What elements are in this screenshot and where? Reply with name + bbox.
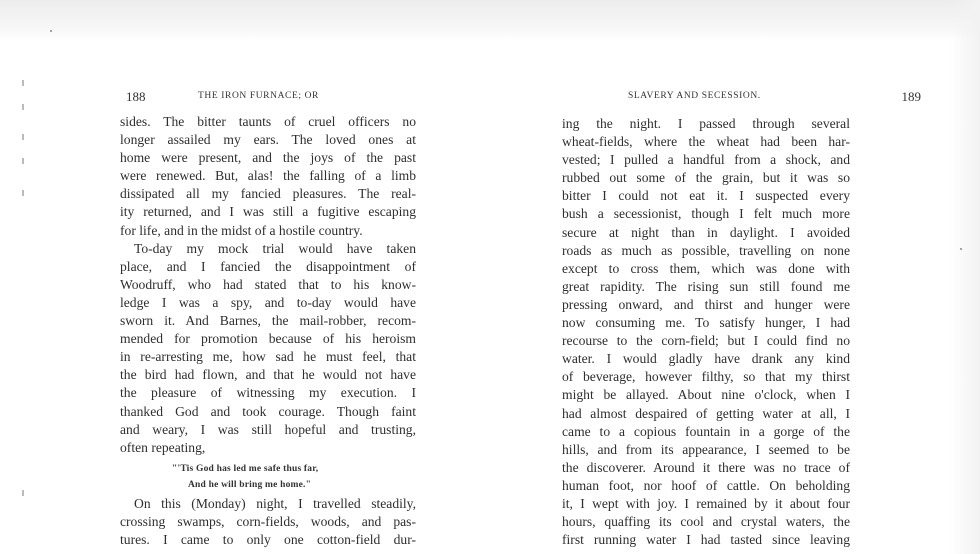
- page-number: 189: [901, 89, 921, 104]
- text-line: bush a secessionist, though I felt much more: [562, 206, 850, 222]
- running-title: SLAVERY AND SECESSION.: [628, 91, 761, 101]
- text-line: except to cross them, which was done with: [562, 260, 850, 276]
- text-line: sides. The bitter taunts of cruel officers no: [120, 114, 416, 129]
- running-title: THE IRON FURNACE; OR: [198, 91, 319, 101]
- text-line: hours, quaffing its cool and crystal waters, the: [562, 514, 850, 530]
- text-line: the pleasure of witnessing my execution. I: [120, 385, 416, 401]
- text-line: the bird had flown, and that he would not have: [120, 367, 416, 383]
- text-line: sworn it. And Barnes, the mail-robber, recom-: [120, 313, 416, 329]
- text-line: ledge I was a spy, and to-day would have: [120, 294, 416, 310]
- text-line: great rapidity. The rising sun still found me: [562, 278, 850, 294]
- text-line: secure at night than in daylight. I avoided: [562, 224, 850, 240]
- text-line: roads as much as possible, travelling on none: [562, 242, 850, 258]
- text-line: wheat-fields, where the wheat had been har-: [562, 134, 850, 150]
- text-line: often repeating,: [120, 439, 206, 455]
- text-line: water. I would gladly have drank any kind: [562, 351, 850, 367]
- text-line: mended for promotion because of his heroism: [120, 331, 416, 347]
- text-line: of beverage, however filthy, so that my thirst: [562, 369, 850, 385]
- text-line: pressing onward, and thirst and hunger were: [562, 296, 850, 312]
- text-line: To-day my mock trial would have taken: [134, 240, 416, 256]
- text-line: in re-arresting me, how sad he must feel, that: [120, 349, 416, 365]
- text-line: bitter I could not eat it. I suspected every: [562, 188, 850, 204]
- text-line: dissipated all my fancied pleasures. The real-: [120, 186, 416, 202]
- text-line: tures. I came to only one cotton-field dur-: [120, 531, 416, 547]
- text-line: it, I wept with joy. I remained by it about four: [562, 495, 850, 511]
- text-line: ity returned, and I was still a fugitive escaping: [120, 204, 416, 220]
- text-line: were renewed. But, alas! the falling of a limb: [120, 168, 416, 184]
- text-line: the discoverer. Around it there was no trace of: [562, 459, 850, 475]
- text-line: place, and I fancied the disappointment of: [120, 258, 416, 274]
- text-line: thanked God and took courage. Though faint: [120, 403, 416, 419]
- text-line: Woodruff, who had stated that to his know-: [120, 276, 416, 292]
- text-line: longer assailed my ears. The loved ones at: [120, 132, 416, 148]
- text-line: rubbed out some of the grain, but it was so: [562, 170, 850, 186]
- page-number: 188: [126, 89, 146, 104]
- right-page: [490, 0, 980, 554]
- text-line: human foot, nor hoof of cattle. On beholding: [562, 477, 850, 493]
- text-line: recourse to the corn-field; but I could find no: [562, 333, 850, 349]
- left-page-text: [120, 113, 416, 549]
- text-line: for life, and in the midst of a hostile country.: [120, 222, 363, 238]
- verse-line: And he will bring me home.": [188, 479, 312, 490]
- text-line: now consuming me. To satisfy hunger, I had: [562, 315, 850, 331]
- text-line: On this (Monday) night, I travelled steadily,: [134, 495, 416, 511]
- text-line: first running water I had tasted since leaving: [562, 532, 850, 548]
- right-page-text: [562, 115, 850, 549]
- text-line: home were present, and the joys of the past: [120, 150, 416, 166]
- text-line: might be allayed. About nine o'clock, when I: [562, 387, 850, 403]
- text-line: had almost despaired of getting water at all, I: [562, 405, 850, 421]
- text-line: and weary, I was still hopeful and trusting,: [120, 421, 416, 437]
- left-page-header: [120, 89, 415, 105]
- text-line: vested; I pulled a handful from a shock, and: [562, 152, 850, 168]
- verse-line: "'Tis God has led me safe thus far,: [172, 463, 319, 474]
- text-line: hills, and from its appearance, I seemed to be: [562, 441, 850, 457]
- text-line: came to a copious fountain in a gorge of the: [562, 423, 850, 439]
- text-line: ing the night. I passed through several: [562, 116, 850, 131]
- text-line: crossing swamps, corn-fields, woods, and pas-: [120, 513, 416, 529]
- right-page-header: [628, 89, 921, 105]
